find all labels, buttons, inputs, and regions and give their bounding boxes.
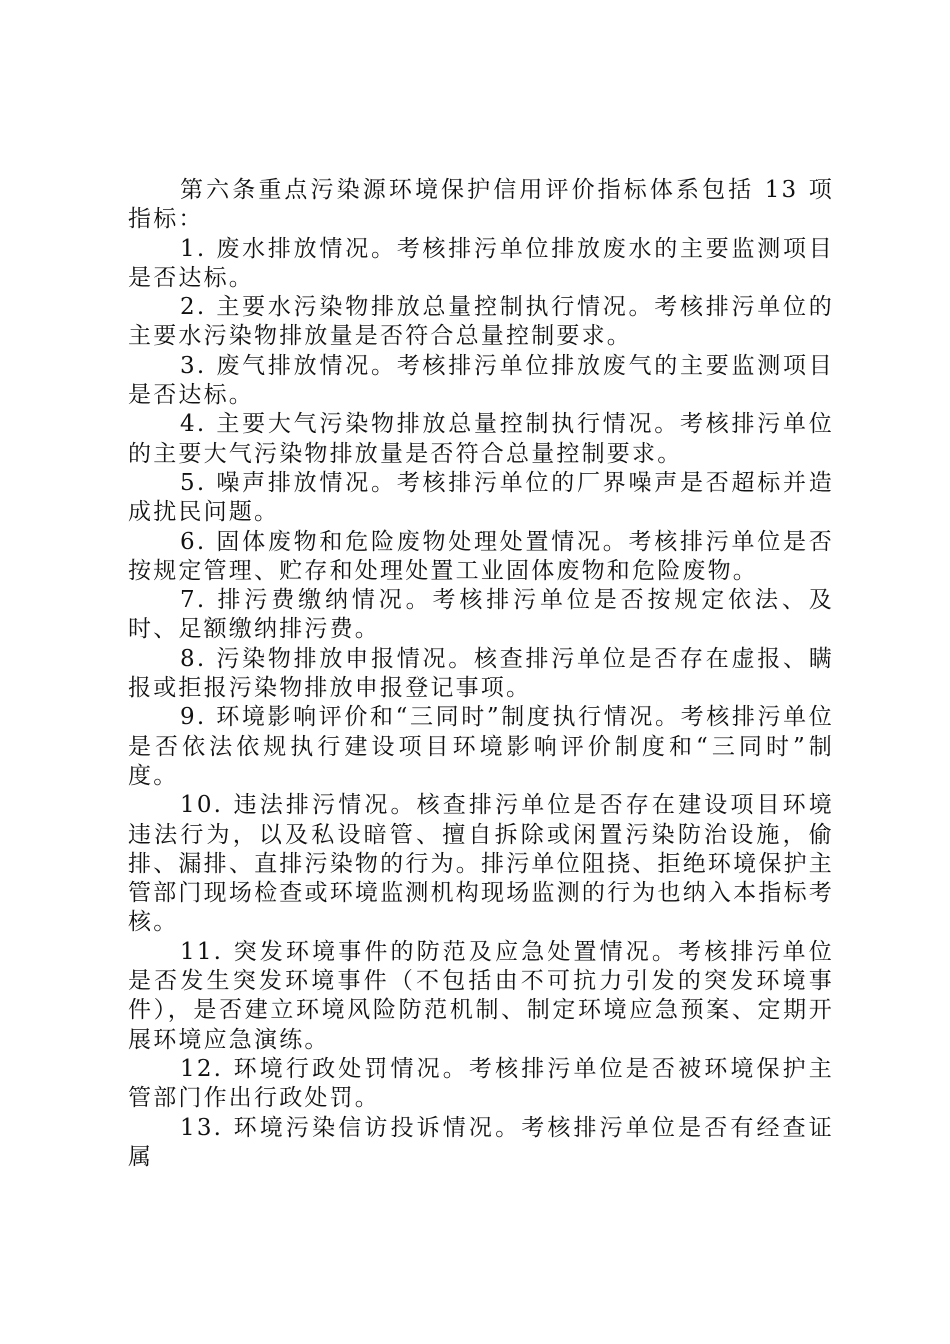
indicator-item-11: 11. 突发环境事件的防范及应急处置情况。考核排污单位是否发生突发环境事件（不包括由不可抗力引发的突发环境事件），是否建立环境风险防范机制、制定环境应急预案、定期开展环境应急演练。: [128, 938, 834, 1053]
indicator-item-9: 9. 环境影响评价和“三同时”制度执行情况。考核排污单位是否依法依规执行建设项目环境影响评价制度和“三同时”制度。: [128, 704, 834, 789]
indicator-item-10: 10. 违法排污情况。核查排污单位是否存在建设项目环境违法行为，以及私设暗管、擅自拆除或闲置污染防治设施，偷排、漏排、直排污染物的行为。排污单位阻挠、拒绝环境保护主管部门现场检查或环境监测机构现场监测的行为也纳入本指标考核。: [128, 792, 834, 936]
indicator-item-4: 4. 主要大气污染物排放总量控制执行情况。考核排污单位的主要大气污染物排放量是否符合总量控制要求。: [128, 411, 834, 467]
indicator-item-8: 8. 污染物排放申报情况。核查排污单位是否存在虚报、瞒报或拒报污染物排放申报登记事项。: [128, 645, 834, 702]
indicator-item-1: 1. 废水排放情况。考核排污单位排放废水的主要监测项目是否达标。: [128, 235, 834, 291]
document-body: [128, 176, 834, 1172]
indicator-item-3: 3. 废气排放情况。考核排污单位排放废气的主要监测项目是否达标。: [128, 352, 834, 409]
indicator-item-6: 6. 固体废物和危险废物处理处置情况。考核排污单位是否按规定管理、贮存和处理处置工业固体废物和危险废物。: [128, 528, 834, 584]
indicator-item-2: 2. 主要水污染物排放总量控制执行情况。考核排污单位的主要水污染物排放量是否符合总量控制要求。: [128, 294, 834, 350]
indicator-item-5: 5. 噪声排放情况。考核排污单位的厂界噪声是否超标并造成扰民问题。: [128, 469, 834, 526]
indicator-item-13: 13. 环境污染信访投诉情况。考核排污单位是否有经查证属: [128, 1114, 834, 1170]
intro-paragraph: 第六条重点污染源环境保护信用评价指标体系包括 13 项指标：: [128, 177, 834, 233]
indicator-item-7: 7. 排污费缴纳情况。考核排污单位是否按规定依法、及时、足额缴纳排污费。: [128, 587, 834, 643]
indicator-item-12: 12. 环境行政处罚情况。考核排污单位是否被环境保护主管部门作出行政处罚。: [128, 1055, 834, 1112]
